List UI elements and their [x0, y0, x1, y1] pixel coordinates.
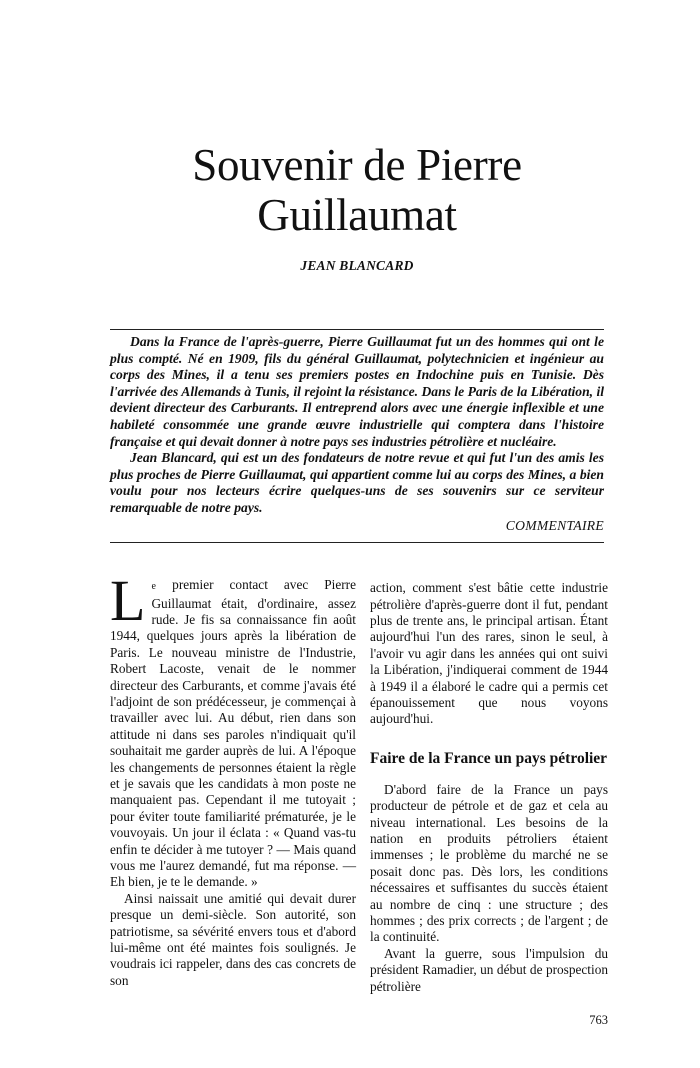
abstract-paragraph: Dans la France de l'après-guerre, Pierre Guillaumat fut un des hommes qui ont le plus compté. Né en 1909, fils du général Guillaumat, polytechnicien et ingénieur au corps des Mines, il a tenu ses premiers postes en Indochine puis en Tunisie. Dès l'arrivée des Allemands à Tunis, il rejoint la résistance. Dans le Paris de la Libération, il devient directeur des Carburants. Il entreprend alors avec une énergie inflexible et une habileté consommée une grande œuvre industrielle qui comptera dans l'histoire française et qui devait donner à notre pays ses industries pétrolière et nucléaire.	[110, 334, 604, 449]
body-paragraph: D'abord faire de la France un pays producteur de pétrole et de gaz et cela au niveau international. Les besoins de la nation en produits pétroliers étaient immenses ; le problème du marché ne se posait donc pas. Dès lors, les conditions nécessaires et suffisantes du succès étaient au nombre de cinq : une structure ; des hommes ; des prix corrects ; de l'argent ; de la continuité.	[370, 781, 608, 945]
body-paragraph	[110, 568, 356, 891]
drop-cap: L	[110, 568, 146, 634]
body-column-left	[110, 568, 356, 995]
abstract-bottom-rule	[110, 542, 604, 543]
body-column-right	[370, 577, 608, 995]
article-author: JEAN BLANCARD	[300, 258, 414, 273]
abstract-label: COMMENTAIRE	[505, 517, 604, 533]
abstract-top-rule	[110, 329, 604, 330]
abstract-paragraph: Jean Blancard, qui est un des fondateurs de notre revue et qui fut l'un des amis les plus proches de Pierre Guillaumat, qui appartient comme lui au corps des Mines, a bien voulu pour nos lecteurs écrire quelques-uns de ses souvenirs sur ce serviteur remarquable de notre pays.	[110, 450, 604, 515]
body-paragraph: Ainsi naissait une amitié qui devait durer presque un demi-siècle. Son autorité, son patriotisme, sa sévérité envers tous et d'abord lui-même ont été maintes fois soulignés. Je voudrais ici rappeler, dans des cas concrets de son	[110, 890, 356, 988]
body-paragraph: Avant la guerre, sous l'impulsion du président Ramadier, un début de prospection pétrolière	[370, 945, 608, 994]
body-columns	[110, 568, 608, 995]
small-caps-lead: e	[151, 581, 157, 593]
section-heading: Faire de la France un pays pétrolier	[370, 749, 608, 767]
body-paragraph-text: premier contact avec Pierre Guillaumat était, d'ordinaire, assez rude. Je fis sa connaissance fin août 1944, quelques jours après la libération de Paris. Le nouveau ministre de l'Industrie, Robert Lacoste, venait de le nommer directeur des Carburants, et comme j'avais été l'adjoint de son prédécesseur, je commençai à travailler avec lui. Au début, rien dans son attitude ni dans ses paroles n'indiquait qu'il souhaitait me garder auprès de lui. A l'époque les changements de personnes étaient la règle et je savais que les candidats à mon poste ne manquaient pas. Cependant il me tutoyait ; pour éviter toute familiarité prématurée, je le vouvoyais. Un jour il éclata : « Quand vas-tu enfin te décider à me tutoyer ? — Mais quand vous me l'aurez demandé, fut ma réponse. — Eh bien, je te le demande. »	[110, 577, 356, 890]
article-title: Souvenir de Pierre Guillaumat	[192, 140, 522, 240]
page-number: 763	[589, 1013, 608, 1028]
body-paragraph: action, comment s'est bâtie cette industrie pétrolière d'après-guerre dont il fut, pendant plus de trente ans, le principal artisan. Étant aujourd'hui l'un des rares, sinon le seul, à l'avoir vu agir dans les années qui ont suivi la Libération, j'indiquerai comment de 1944 à 1949 il a élaboré le cadre qui a permis cet épanouissement que nous voyons aujourd'hui.	[370, 580, 608, 727]
abstract	[110, 334, 604, 534]
